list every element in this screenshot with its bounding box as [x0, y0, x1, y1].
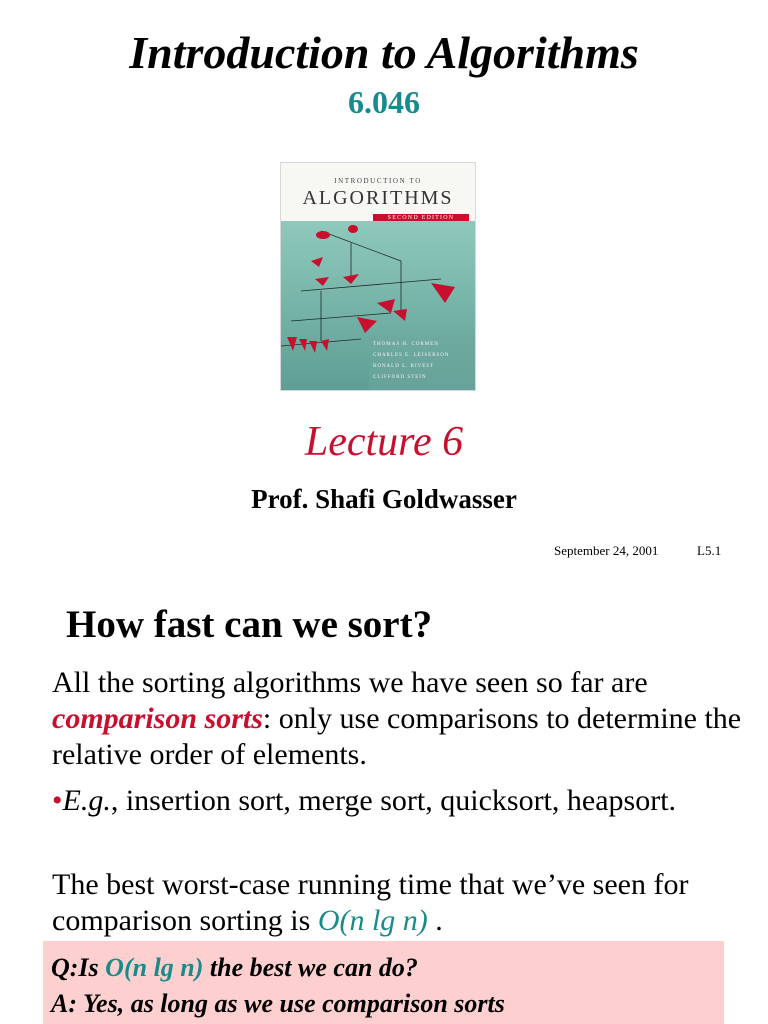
comparison-sorts-term: comparison sorts [52, 702, 263, 735]
big-o-expression: O(n lg n) [317, 904, 428, 937]
example-bullet [52, 783, 752, 819]
lecture-title: Lecture 6 [304, 419, 464, 465]
question-big-o: O(n lg n) [105, 953, 204, 982]
bullet-text [63, 783, 703, 819]
bullet-rest: , insertion sort, merge sort, quicksort, heapsort. [110, 784, 677, 817]
intro-text-end: : only use comparisons to determine the relative order of elements. [52, 702, 742, 771]
slide-heading: How fast can we sort? [66, 603, 433, 646]
cover-small-title: INTRODUCTION TO [334, 177, 422, 185]
question-line [51, 953, 418, 983]
slide-date: September 24, 2001 [554, 543, 659, 558]
course-number: 6.046 [348, 84, 420, 120]
book-cover-image [280, 162, 476, 391]
running-time-end: . [427, 904, 443, 937]
cover-author: THOMAS H. CORMEN [373, 342, 439, 347]
intro-text-start: All the sorting algorithms we have seen so far are [52, 666, 648, 699]
cover-author: RONALD L. RIVEST [373, 364, 435, 369]
cover-author: CHARLES E. LEISERSON [373, 353, 450, 358]
running-time-paragraph [52, 867, 752, 939]
running-time-text: The best worst-case running time that we’ve seen for comparison sorting is [52, 868, 689, 937]
bullet-icon: • [52, 784, 63, 817]
qa-callout [43, 941, 724, 1024]
cover-authors [373, 339, 473, 383]
cover-edition-badge: SECOND EDITION [373, 214, 469, 222]
question-end: the best we can do? [203, 953, 418, 982]
slide-number: L5.1 [697, 543, 722, 558]
cover-author: CLIFFORD STEIN [373, 375, 427, 380]
question-start: Q:Is [51, 953, 106, 982]
professor-name: Prof. Shafi Goldwasser [251, 484, 517, 514]
slide-title: Introduction to Algorithms [129, 27, 639, 78]
bullet-eg: E.g. [62, 784, 111, 817]
intro-paragraph [52, 665, 752, 773]
cover-big-title: ALGORITHMS [302, 187, 454, 209]
answer-line: A: Yes, as long as we use comparison sorts [51, 989, 505, 1018]
